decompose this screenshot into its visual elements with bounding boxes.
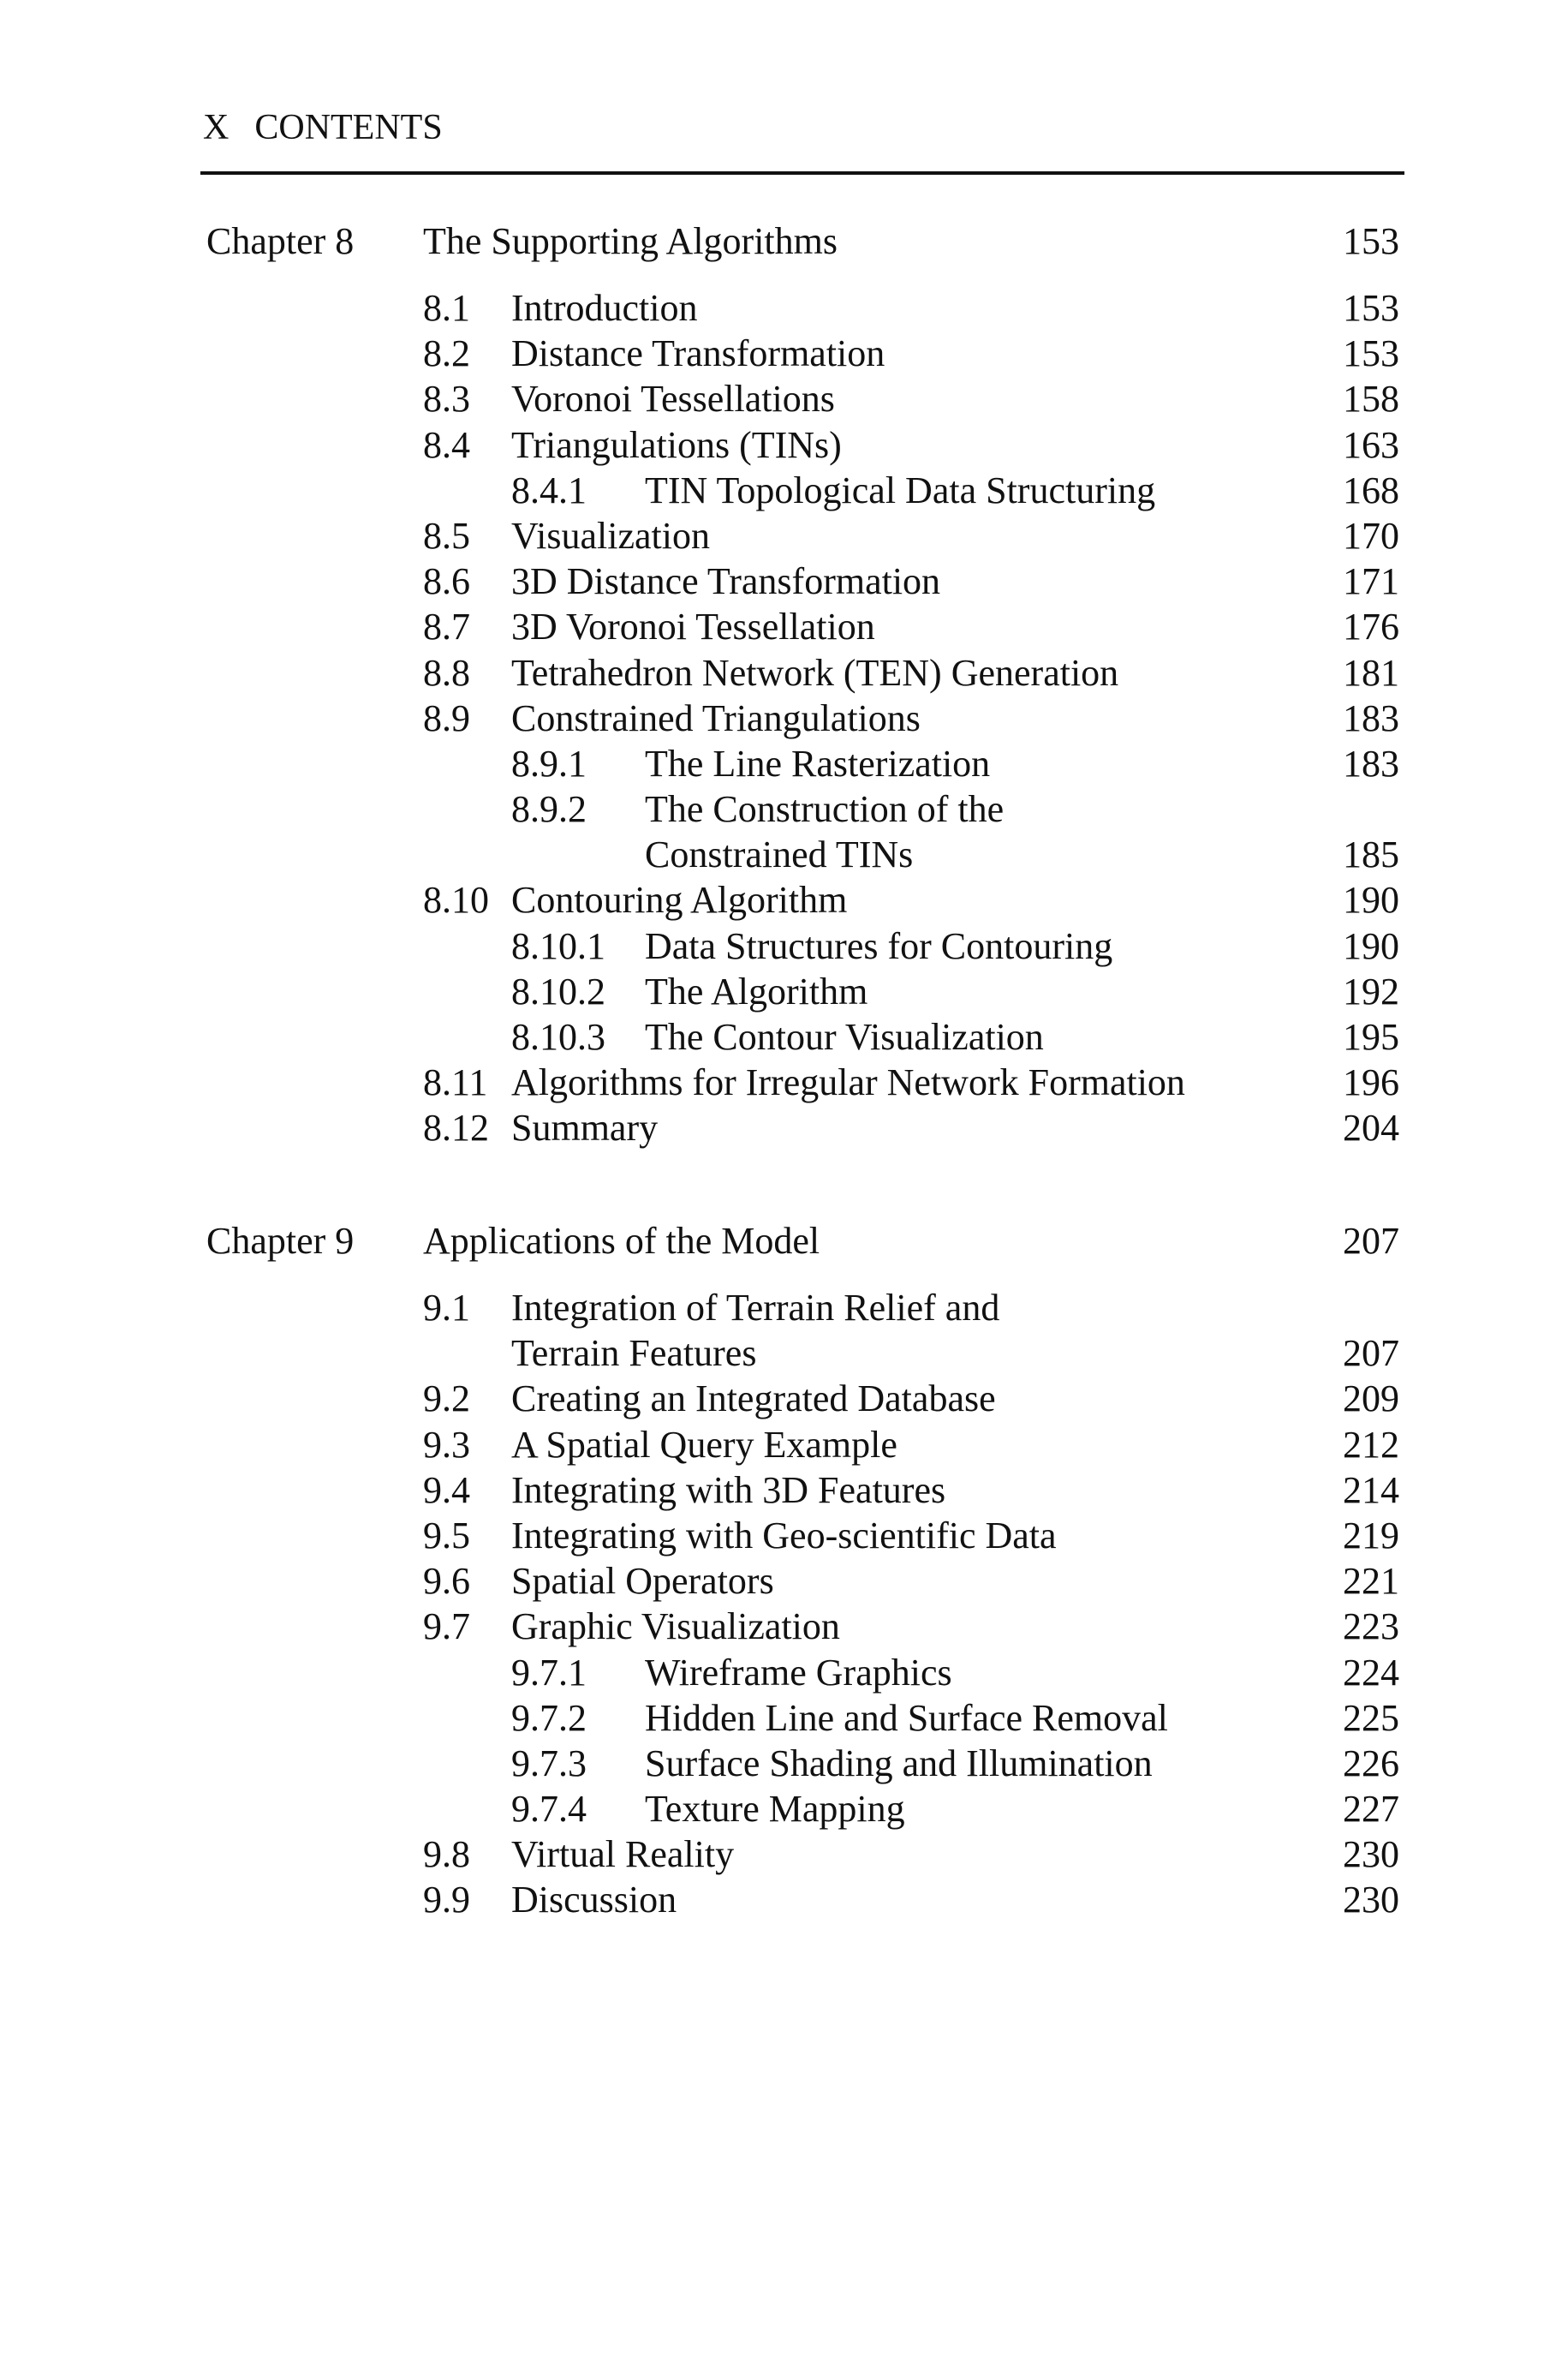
section-title: Voronoi Tessellations <box>511 378 835 421</box>
section-number: 8.5 <box>423 514 470 557</box>
section-page: 195 <box>1343 1016 1399 1058</box>
section-number: 8.4.1 <box>511 469 587 511</box>
section-title: Hidden Line and Surface Removal <box>645 1696 1168 1739</box>
toc-entry[interactable] <box>0 969 1568 1014</box>
section-page: 153 <box>1343 287 1399 329</box>
chapter-title: The Supporting Algorithms <box>423 220 838 262</box>
section-page: 153 <box>1343 332 1399 375</box>
section-page: 207 <box>1343 1332 1399 1375</box>
section-page: 190 <box>1343 879 1399 922</box>
toc-entry[interactable] <box>0 1877 1568 1922</box>
toc-entry[interactable] <box>0 1650 1568 1695</box>
section-number: 8.6 <box>423 560 470 603</box>
section-title: Discussion <box>511 1879 677 1921</box>
section-number: 9.3 <box>423 1423 470 1466</box>
section-title: 3D Voronoi Tessellation <box>511 606 875 648</box>
toc-entry[interactable] <box>0 1376 1568 1421</box>
toc-entry[interactable] <box>0 331 1568 376</box>
toc-entry[interactable] <box>0 376 1568 421</box>
section-number: 9.7 <box>423 1605 470 1648</box>
section-number: 9.7.1 <box>511 1651 587 1694</box>
section-number: 8.9 <box>423 696 470 739</box>
chapter-page: 207 <box>1343 1220 1399 1262</box>
toc-entry[interactable] <box>0 1558 1568 1604</box>
section-number: 9.7.4 <box>511 1788 587 1831</box>
section-number: 8.7 <box>423 606 470 648</box>
section-page: 214 <box>1343 1468 1399 1511</box>
section-title: Wireframe Graphics <box>645 1651 952 1694</box>
section-page: 230 <box>1343 1879 1399 1921</box>
toc-entry[interactable] <box>0 832 1568 877</box>
chapter-9-section <box>0 1218 1568 1923</box>
toc-entry[interactable] <box>0 513 1568 559</box>
toc-entry[interactable] <box>0 1422 1568 1467</box>
toc-entry[interactable] <box>0 1330 1568 1376</box>
section-page: 227 <box>1343 1788 1399 1831</box>
chapter-heading[interactable] <box>0 218 1568 285</box>
section-page: 223 <box>1343 1605 1399 1648</box>
toc-entry[interactable] <box>0 1285 1568 1330</box>
section-number: 8.11 <box>423 1061 488 1104</box>
section-page: 230 <box>1343 1833 1399 1876</box>
toc-entry[interactable] <box>0 604 1568 649</box>
section-number: 9.6 <box>423 1560 470 1603</box>
section-title: Texture Mapping <box>645 1788 905 1831</box>
toc-entry[interactable] <box>0 559 1568 604</box>
section-title: Integrating with 3D Features <box>511 1468 946 1511</box>
section-page: 204 <box>1343 1107 1399 1150</box>
section-title: Graphic Visualization <box>511 1605 840 1648</box>
section-page: 196 <box>1343 1061 1399 1104</box>
section-title: Surface Shading and Illumination <box>645 1742 1153 1784</box>
section-title: Tetrahedron Network (TEN) Generation <box>511 651 1119 694</box>
section-page: 158 <box>1343 378 1399 421</box>
toc-entry[interactable] <box>0 468 1568 513</box>
section-page: 219 <box>1343 1514 1399 1556</box>
section-page: 163 <box>1343 423 1399 466</box>
toc-entry[interactable] <box>0 741 1568 786</box>
toc-entry[interactable] <box>0 650 1568 696</box>
section-title: Integrating with Geo-scientific Data <box>511 1514 1057 1556</box>
section-title: Distance Transformation <box>511 332 885 375</box>
running-title: CONTENTS <box>254 108 443 147</box>
toc-entry[interactable] <box>0 1831 1568 1877</box>
section-page: 183 <box>1343 742 1399 785</box>
section-number: 9.2 <box>423 1377 470 1420</box>
toc-entry[interactable] <box>0 1741 1568 1786</box>
section-number: 9.4 <box>423 1468 470 1511</box>
section-page: 183 <box>1343 696 1399 739</box>
toc-entry[interactable] <box>0 1604 1568 1649</box>
section-number: 8.12 <box>423 1107 489 1150</box>
section-title: Summary <box>511 1107 659 1150</box>
section-number: 8.9.1 <box>511 742 587 785</box>
section-number: 8.10.2 <box>511 970 605 1013</box>
section-number: 9.7.2 <box>511 1696 587 1739</box>
section-number: 9.8 <box>423 1833 470 1876</box>
section-title: Integration of Terrain Relief and <box>511 1287 1000 1329</box>
chapter-heading[interactable] <box>0 1218 1568 1285</box>
section-title: TIN Topological Data Structuring <box>645 469 1156 511</box>
section-title: A Spatial Query Example <box>511 1423 897 1466</box>
section-number: 8.1 <box>423 287 470 329</box>
toc-entry[interactable] <box>0 422 1568 468</box>
section-page: 171 <box>1343 560 1399 603</box>
toc-entry[interactable] <box>0 1014 1568 1060</box>
page-number: X <box>203 108 230 147</box>
section-page: 192 <box>1343 970 1399 1013</box>
toc-entry[interactable] <box>0 285 1568 331</box>
section-page: 185 <box>1343 833 1399 876</box>
chapter-page: 153 <box>1343 220 1399 262</box>
section-number: 9.5 <box>423 1514 470 1556</box>
section-number: 8.10.1 <box>511 924 605 967</box>
section-number: 8.3 <box>423 378 470 421</box>
section-title: Virtual Reality <box>511 1833 735 1876</box>
chapter-9-entries <box>0 1285 1568 1923</box>
section-number: 8.4 <box>423 423 470 466</box>
section-number: 8.8 <box>423 651 470 694</box>
section-number: 8.10 <box>423 879 489 922</box>
toc-entry[interactable] <box>0 1786 1568 1831</box>
chapter-label: Chapter 9 <box>206 1220 355 1262</box>
section-number: 8.2 <box>423 332 470 375</box>
chapter-8-section <box>0 218 1568 1151</box>
section-page: 176 <box>1343 606 1399 648</box>
section-number: 9.1 <box>423 1287 470 1329</box>
section-title: Spatial Operators <box>511 1560 774 1603</box>
section-title: 3D Distance Transformation <box>511 560 941 603</box>
toc-entry[interactable] <box>0 1695 1568 1741</box>
section-number: 8.9.2 <box>511 788 587 831</box>
section-title: The Line Rasterization <box>645 742 991 785</box>
section-page: 226 <box>1343 1742 1399 1784</box>
section-page: 190 <box>1343 924 1399 967</box>
chapter-label: Chapter 8 <box>206 220 355 262</box>
section-page: 212 <box>1343 1423 1399 1466</box>
section-page: 221 <box>1343 1560 1399 1603</box>
section-title: Algorithms for Irregular Network Formation <box>511 1061 1185 1104</box>
section-page: 168 <box>1343 469 1399 511</box>
toc-entry[interactable] <box>0 877 1568 923</box>
toc-entry[interactable] <box>0 786 1568 832</box>
section-title: Triangulations (TINs) <box>511 423 842 466</box>
section-page: 209 <box>1343 1377 1399 1420</box>
section-title: The Contour Visualization <box>645 1016 1044 1058</box>
section-title: The Construction of the <box>645 788 1005 831</box>
section-number: 9.9 <box>423 1879 470 1921</box>
section-title: The Algorithm <box>645 970 868 1013</box>
section-title: Constrained TINs <box>645 833 914 876</box>
section-title: Constrained Triangulations <box>511 696 921 739</box>
section-title: Contouring Algorithm <box>511 879 848 922</box>
section-page: 224 <box>1343 1651 1399 1694</box>
chapter-8-entries <box>0 285 1568 1151</box>
section-title: Visualization <box>511 514 710 557</box>
header-rule <box>200 171 1404 175</box>
toc-entry[interactable] <box>0 1105 1568 1150</box>
toc-entry[interactable] <box>0 923 1568 969</box>
section-title: Creating an Integrated Database <box>511 1377 996 1420</box>
section-page: 170 <box>1343 514 1399 557</box>
section-number: 9.7.3 <box>511 1742 587 1784</box>
section-title: Data Structures for Contouring <box>645 924 1113 967</box>
toc-entry[interactable] <box>0 1513 1568 1558</box>
chapter-title: Applications of the Model <box>423 1220 820 1262</box>
section-title: Introduction <box>511 287 698 329</box>
section-number: 8.10.3 <box>511 1016 605 1058</box>
section-page: 181 <box>1343 651 1399 694</box>
running-header <box>203 110 443 146</box>
section-page: 225 <box>1343 1696 1399 1739</box>
toc-entry[interactable] <box>0 696 1568 741</box>
toc-entry[interactable] <box>0 1467 1568 1513</box>
section-title: Terrain Features <box>511 1332 757 1375</box>
toc-entry[interactable] <box>0 1060 1568 1105</box>
